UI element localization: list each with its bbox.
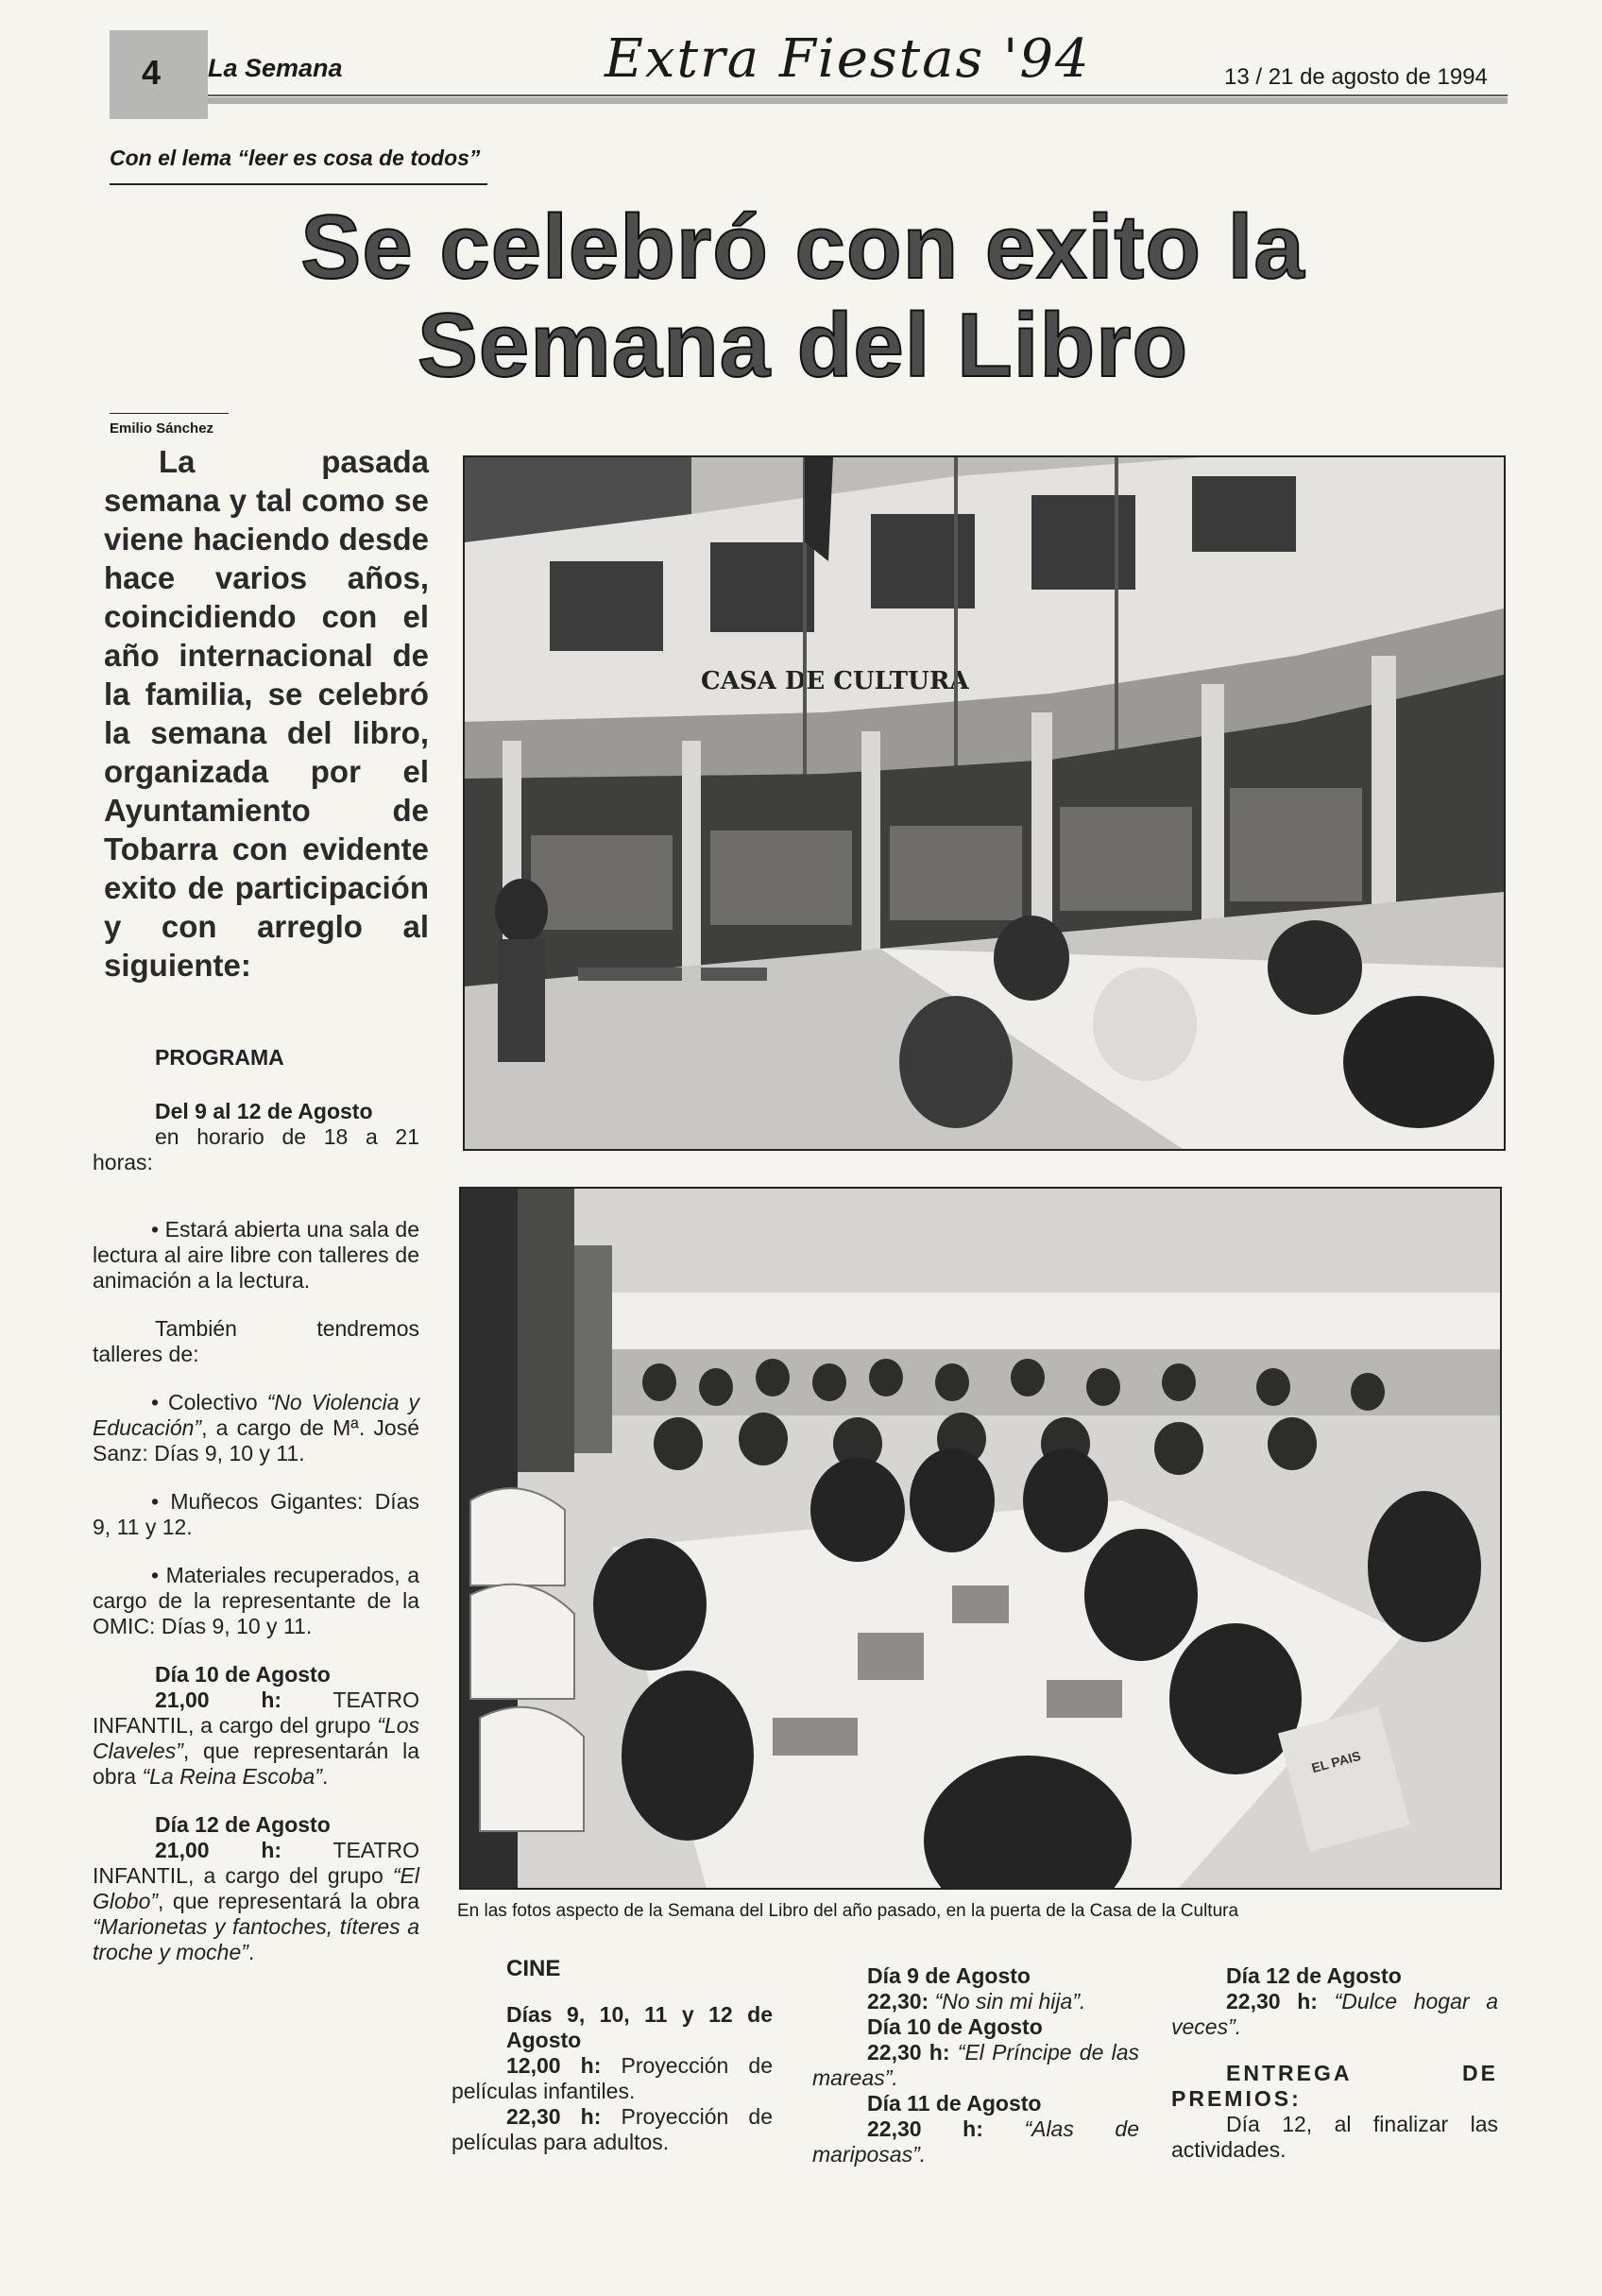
dia10-head: Día 10 de Agosto (155, 1662, 331, 1687)
d12-text (1171, 1989, 1498, 2040)
cine-t2-time: 22,30 h: (506, 2104, 602, 2129)
d10-time: 22,30 h: (867, 2040, 950, 2065)
page-number: 4 (142, 53, 162, 92)
d12-head: Día 12 de Agosto (1226, 1963, 1402, 1988)
entrega-heading: ENTREGA DE PREMIOS: (1171, 2061, 1498, 2111)
item-munecos: • Muñecos Gigantes: Días 9, 11 y 12. (93, 1489, 419, 1539)
cine-t1-time: 12,00 h: (506, 2053, 602, 2078)
header-rule (208, 97, 1508, 104)
d12-film: “Dulce hogar a veces”. (1171, 1989, 1499, 2039)
dia10-end: . (321, 1764, 329, 1789)
talleres-intro: También tendremos talleres de: (93, 1316, 419, 1366)
headline-line-2: Semana del Libro (417, 294, 1189, 396)
article-kicker: Con el lema “leer es cosa de todos” (110, 146, 481, 170)
item-colectivo (93, 1390, 419, 1466)
publication-name: La Semana (208, 54, 343, 82)
cine-days (452, 2002, 773, 2053)
dates-head: Del 9 al 12 de Agosto (155, 1099, 373, 1123)
dia10-block (93, 1662, 419, 1790)
issue-date: 13 / 21 de agosto de 1994 (1224, 64, 1488, 90)
dia12-time: 21,00 h: (155, 1838, 282, 1862)
byline-rule (110, 413, 229, 414)
peliculas-column (812, 1963, 1139, 2167)
photo-caption: En las fotos aspecto de la Semana del Libro del año pasado, en la puerta de la Casa de la Cultura (457, 1901, 1239, 1921)
colectivo-suffix: , a cargo de Mª. José Sanz: Días 9, 10 y 11. (93, 1415, 419, 1465)
dia10-a: TEATRO INFANTIL, a cargo del grupo (93, 1688, 419, 1738)
byline: Emilio Sánchez (110, 420, 214, 437)
d10-head: Día 10 de Agosto (867, 2014, 1043, 2039)
d9-time: 22,30: (867, 1989, 929, 2013)
schedule: en horario de 18 a 21 horas: (93, 1124, 419, 1174)
d10-film: “El Príncipe de las mareas”. (812, 2040, 1140, 2090)
dia12-text (93, 1838, 419, 1965)
d12-time: 22,30 h: (1226, 1989, 1318, 2013)
dia12-group: “El Globo” (93, 1863, 419, 1913)
d11-time: 22,30 h: (867, 2116, 983, 2141)
d9-text (812, 1989, 1139, 2014)
d9-head: Día 9 de Agosto (867, 1963, 1031, 1988)
colectivo-name: “No Violencia y Educación” (93, 1390, 419, 1440)
dia12-play: “Marionetas y fantoches, títeres a troche y moche” (93, 1914, 419, 1964)
cine-column (452, 1956, 773, 2155)
d10-text (812, 2040, 1139, 2091)
cine-t1-text: Proyección de películas infantiles. (452, 2053, 773, 2103)
programa-column (93, 1045, 419, 1988)
cine-t2-text: Proyección de películas para adultos. (452, 2104, 773, 2154)
item-sala: • Estará abierta una sala de lectura al aire libre con talleres de animación a la lectura. (93, 1217, 419, 1293)
article-headline (142, 198, 1464, 394)
dia10-b: , que representarán la obra (93, 1739, 419, 1789)
dia12-block (93, 1812, 419, 1965)
cine-t2 (452, 2104, 773, 2155)
entrega-text: Día 12, al finalizar las actividades. (1171, 2112, 1498, 2162)
colectivo-prefix: • Colectivo (151, 1390, 267, 1414)
sign-text: CASA DE CULTURA (701, 667, 969, 695)
section-title: Extra Fiestas '94 (605, 28, 1091, 90)
cine-heading: CINE (506, 1956, 561, 1981)
header-rule-thin (208, 94, 1508, 96)
d11-head: Día 11 de Agosto (867, 2091, 1042, 2116)
programa-dates (93, 1099, 419, 1175)
dia10-group: “Los Claveles” (93, 1713, 419, 1763)
article-lede: La pasada semana y tal como se viene haciendo desde hace varios años, coincidiendo con el año internacional de la familia, se celebró la semana del libro, organizada por el Ayuntamiento de Tobarra con evidente exito de participación y con arreglo al siguiente: (104, 444, 429, 983)
dia12-end: . (247, 1940, 255, 1964)
cine-days-head: Días 9, 10, 11 y 12 de Agosto (506, 2002, 773, 2052)
d11-text (812, 2116, 1139, 2167)
dia12-a: TEATRO INFANTIL, a cargo del grupo (93, 1838, 419, 1888)
dia12-head: Día 12 de Agosto (155, 1812, 331, 1837)
dia10-time: 21,00 h: (155, 1688, 282, 1712)
photo-casa-cultura-image (465, 457, 1504, 1149)
photo-children-reading-image (461, 1189, 1500, 1888)
kicker-rule (110, 183, 487, 185)
dia10-play: “La Reina Escoba” (142, 1764, 322, 1789)
dia12-b: , que representará la obra (158, 1889, 419, 1913)
dia10-text (93, 1688, 419, 1790)
programa-heading: PROGRAMA (155, 1045, 284, 1070)
photo-children-reading (459, 1187, 1502, 1890)
newspaper-text: EL PAIS (1309, 1747, 1363, 1776)
d9-film: “No sin mi hija”. (929, 1989, 1086, 2013)
cine-t1 (452, 2053, 773, 2104)
item-materiales: • Materiales recuperados, a cargo de la representante de la OMIC: Días 9, 10 y 11. (93, 1563, 419, 1638)
d11-film: “Alas de mariposas”. (812, 2116, 1140, 2167)
final-column (1171, 1963, 1498, 2163)
headline-line-1: Se celebró con exito la (300, 197, 1305, 298)
photo-casa-cultura (463, 455, 1506, 1151)
